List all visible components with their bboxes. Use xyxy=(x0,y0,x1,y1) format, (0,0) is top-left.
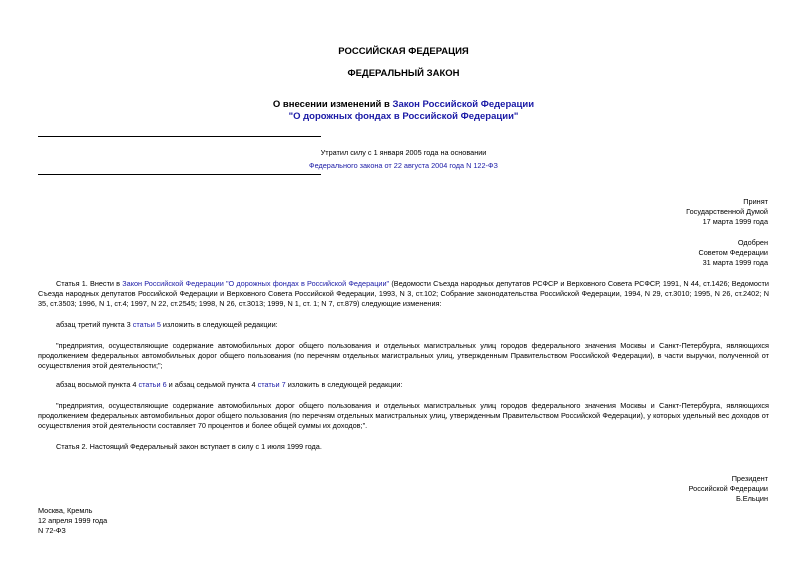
header-law-type: ФЕДЕРАЛЬНЫЙ ЗАКОН xyxy=(347,68,460,79)
adopted-line: Государственной Думой xyxy=(686,207,768,216)
approved-block xyxy=(698,238,768,268)
item-2-text: абзац восьмой пункта 4 xyxy=(56,380,139,389)
item-2-article-6-link[interactable]: статьи 6 xyxy=(138,380,167,389)
approved-line: 31 марта 1999 года xyxy=(702,258,768,267)
quote-2: "предприятия, осуществляющие содержание автомобильных дорог общего пользования и отдельных магистральных улиц городов федерального значения Москвы и Санкт-Петербурга, являющихся продолжением федеральных автомобильных дорог общего пользования (по перечням отдельных магистральных улиц, утвержденным Правительством Российской Федерации), у которых удельный вес доходов от осуществления этой деятельности составляет 70 процентов и более общей суммы их доходов;". xyxy=(38,401,769,430)
article-1-text: Статья 1. Внести в xyxy=(56,279,123,288)
divider-top xyxy=(38,136,321,137)
item-2-text: изложить в следующей редакции: xyxy=(285,380,403,389)
signature-line: Б.Ельцин xyxy=(735,494,768,503)
item-2-article-7-link[interactable]: статьи 7 xyxy=(257,380,286,389)
title-link-law[interactable]: Закон Российской Федерации xyxy=(392,99,535,110)
footer-place-date xyxy=(38,506,107,536)
item-1 xyxy=(38,320,769,330)
status-note-link[interactable]: Федерального закона от 22 августа 2004 года N 122-ФЗ xyxy=(309,161,498,170)
footer-line: N 72-ФЗ xyxy=(38,526,66,535)
status-note xyxy=(0,146,807,172)
status-note-line: Утратил силу с 1 января 2005 года на основании xyxy=(320,148,487,157)
footer-line: 12 апреля 1999 года xyxy=(38,516,108,525)
law-title xyxy=(0,99,807,123)
approved-line: Одобрен xyxy=(737,238,768,247)
quote-1: "предприятия, осуществляющие содержание автомобильных дорог общего пользования и отдельных магистральных улиц городов федерального значения Москвы и Санкт-Петербурга, являющихся продолжением федеральных автомобильных дорог общего пользования (по перечням отдельных магистральных улиц, утвержденным Правительством Российской Федерации), в части выручки, полученной от осуществления этой деятельности;"; xyxy=(38,341,769,370)
president-signature xyxy=(689,474,768,504)
item-2 xyxy=(38,380,769,390)
item-1-text: абзац третий пункта 3 xyxy=(56,320,133,329)
article-1 xyxy=(38,279,769,309)
approved-line: Советом Федерации xyxy=(698,248,768,257)
item-2-text: и абзац седьмой пункта 4 xyxy=(166,380,258,389)
adopted-line: 17 марта 1999 года xyxy=(702,217,768,226)
article-1-law-link[interactable]: Закон Российской Федерации "О дорожных фондах в Российской Федерации" xyxy=(122,279,390,288)
signature-line: Президент xyxy=(731,474,768,483)
title-link-road-funds[interactable]: "О дорожных фондах в Российской Федерации" xyxy=(288,111,519,122)
article-1-text: (Ведомости Съезда народных депутатов РСФСР и Верховного Совета РСФСР, 1991, N 44, ст.1426; Ведомости Съезда народных депутатов Российской Федерации и Верховного Совета Российской Федерации, 1993, N 3, ст.102; Собрание законодательства Российской Федерации, 1994, N 29, ст.3010; 1995, N 26, ст.2402; N 35, ст.3503; 1996, N 1, ст.4; 1997, N 22, ст.2545; 1998, N 26, ст.3013; 1999, N 1, ст. 1; N 7, ст.879) следующие изменения: xyxy=(38,279,769,308)
article-2: Статья 2. Настоящий Федеральный закон вступает в силу с 1 июля 1999 года. xyxy=(56,442,322,451)
title-prefix: О внесении изменений в xyxy=(272,99,393,110)
divider-bottom xyxy=(38,174,321,175)
adopted-block xyxy=(686,197,768,227)
header-federation: РОССИЙСКАЯ ФЕДЕРАЦИЯ xyxy=(338,46,469,57)
item-1-text: изложить в следующей редакции: xyxy=(160,320,278,329)
signature-line: Российской Федерации xyxy=(688,484,768,493)
adopted-line: Принят xyxy=(743,197,768,206)
item-1-article-5-link[interactable]: статьи 5 xyxy=(132,320,161,329)
footer-line: Москва, Кремль xyxy=(38,506,93,515)
